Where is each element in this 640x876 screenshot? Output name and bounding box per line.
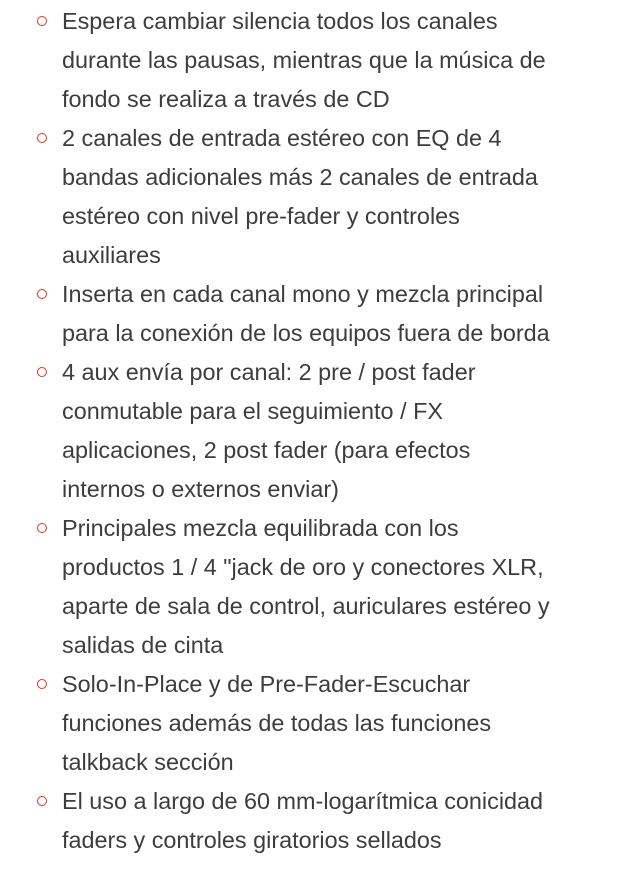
list-item-line: para la conexión de los equipos fuera de borda bbox=[62, 320, 550, 346]
list-item-line: conmutable para el seguimiento / FX bbox=[62, 398, 443, 424]
list-item-line: auxiliares bbox=[62, 242, 161, 268]
list-item bbox=[0, 509, 640, 665]
list-item-line: Principales mezcla equilibrada con los bbox=[62, 515, 459, 541]
list-item-line: productos 1 / 4 "jack de oro y conectores XLR, bbox=[62, 554, 544, 580]
list-item-line: salidas de cinta bbox=[62, 632, 224, 658]
bullet-icon bbox=[37, 679, 47, 689]
list-item-line: 4 aux envía por canal: 2 pre / post fader bbox=[62, 359, 476, 385]
list-item-line: Solo-In-Place y de Pre-Fader-Escuchar bbox=[62, 671, 471, 697]
list-item-line: estéreo con nivel pre-fader y controles bbox=[62, 203, 460, 229]
list-item-line: faders y controles giratorios sellados bbox=[62, 827, 442, 853]
list-item-line: talkback sección bbox=[62, 749, 234, 775]
bullet-icon bbox=[37, 796, 47, 806]
list-item-line: aparte de sala de control, auriculares estéreo y bbox=[62, 593, 550, 619]
bullet-icon bbox=[37, 16, 47, 26]
bullet-icon bbox=[37, 523, 47, 533]
list-item-line: fondo se realiza a través de CD bbox=[62, 86, 390, 112]
list-item bbox=[0, 275, 640, 353]
list-item bbox=[0, 782, 640, 860]
list-item-line: aplicaciones, 2 post fader (para efectos bbox=[62, 437, 471, 463]
list-item-line: internos o externos enviar) bbox=[62, 476, 339, 502]
list-item-line: Espera cambiar silencia todos los canales bbox=[62, 8, 498, 34]
list-item bbox=[0, 353, 640, 509]
list-item-line: El uso a largo de 60 mm-logarítmica conicidad bbox=[62, 788, 544, 814]
list-item bbox=[0, 119, 640, 275]
list-item bbox=[0, 665, 640, 782]
list-item-line: durante las pausas, mientras que la música de bbox=[62, 47, 546, 73]
list-item-line: Inserta en cada canal mono y mezcla principal bbox=[62, 281, 544, 307]
list-item-line: bandas adicionales más 2 canales de entrada bbox=[62, 164, 538, 190]
feature-list bbox=[0, 2, 640, 860]
bullet-icon bbox=[37, 133, 47, 143]
bullet-icon bbox=[37, 367, 47, 377]
list-item bbox=[0, 2, 640, 119]
list-item-line: funciones además de todas las funciones bbox=[62, 710, 492, 736]
list-item-line: 2 canales de entrada estéreo con EQ de 4 bbox=[62, 125, 502, 151]
bullet-icon bbox=[37, 289, 47, 299]
